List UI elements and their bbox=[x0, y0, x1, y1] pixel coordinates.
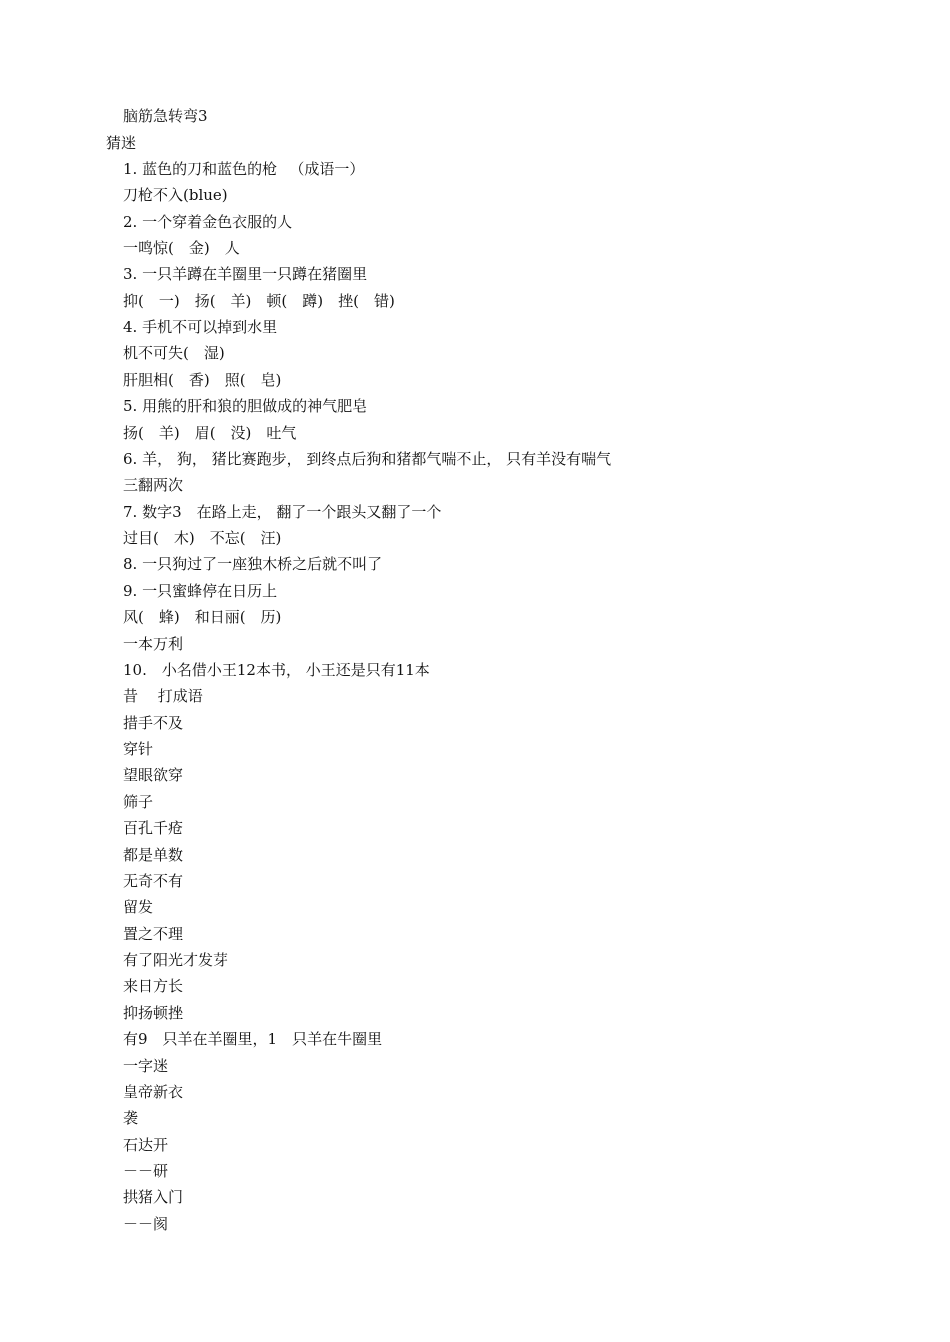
riddle-line: 10. 小名借小王12本书， 小王还是只有11本 bbox=[123, 661, 430, 679]
riddle-line: 昔 打成语 bbox=[123, 687, 203, 705]
answer-line: 三翻两次 bbox=[123, 476, 184, 494]
riddle-line: 一字迷 bbox=[123, 1057, 169, 1075]
answer-line: 刀枪不入(blue) bbox=[123, 186, 228, 204]
riddle-line: 筛子 bbox=[123, 793, 154, 811]
riddle-line: 7. 数字3 在路上走， 翻了一个跟头又翻了一个 bbox=[123, 503, 442, 521]
riddle-line: 有9 只羊在羊圈里，1 只羊在牛圈里 bbox=[123, 1030, 383, 1048]
answer-line: 过目( 木) 不忘( 汪) bbox=[123, 529, 282, 547]
answer-line: 措手不及 bbox=[123, 714, 184, 732]
riddle-line: 都是单数 bbox=[123, 846, 184, 864]
riddle-line: 6. 羊， 狗， 猪比赛跑步， 到终点后狗和猪都气喘不止， 只有羊没有喘气 bbox=[123, 450, 612, 468]
riddle-line: 留发 bbox=[123, 898, 154, 916]
answer-line: 扬( 羊) 眉( 没) 吐气 bbox=[123, 424, 297, 442]
answer-line: 百孔千疮 bbox=[123, 819, 184, 837]
answer-line: 望眼欲穿 bbox=[123, 766, 184, 784]
document-title: 脑筋急转弯3 bbox=[123, 107, 208, 125]
answer-line: 抑( 一) 扬( 羊) 顿( 蹲) 挫( 错) bbox=[123, 292, 395, 310]
answer-line: 一本万利 bbox=[123, 635, 184, 653]
riddle-line: 4. 手机不可以掉到水里 bbox=[123, 318, 278, 336]
answer-line: 机不可失( 湿) bbox=[123, 344, 225, 362]
section-heading: 猜迷 bbox=[106, 134, 137, 152]
riddle-line: 皇帝新衣 bbox=[123, 1083, 184, 1101]
answer-line: －－阂 bbox=[123, 1215, 169, 1233]
riddle-line: 5. 用熊的肝和狼的胆做成的神气肥皂 bbox=[123, 397, 368, 415]
answer-line: －－研 bbox=[123, 1162, 169, 1180]
riddle-line: 有了阳光才发芽 bbox=[123, 951, 229, 969]
answer-line: 袭 bbox=[123, 1109, 139, 1127]
answer-line: 肝胆相( 香) 照( 皂) bbox=[123, 371, 282, 389]
answer-line: 无奇不有 bbox=[123, 872, 184, 890]
answer-line: 置之不理 bbox=[123, 925, 184, 943]
riddle-line: 拱猪入门 bbox=[123, 1188, 184, 1206]
answer-line: 抑扬顿挫 bbox=[123, 1004, 184, 1022]
answer-line: 一鸣惊( 金) 人 bbox=[123, 239, 240, 257]
riddle-line: 1. 蓝色的刀和蓝色的枪 （成语一） bbox=[123, 160, 365, 178]
riddle-line: 8. 一只狗过了一座独木桥之后就不叫了 bbox=[123, 555, 383, 573]
riddle-line: 穿针 bbox=[123, 740, 154, 758]
riddle-line: 石达开 bbox=[123, 1136, 169, 1154]
answer-line: 风( 蜂) 和日丽( 历) bbox=[123, 608, 282, 626]
answer-line: 来日方长 bbox=[123, 977, 184, 995]
riddle-line: 2. 一个穿着金色衣服的人 bbox=[123, 213, 293, 231]
riddle-line: 9. 一只蜜蜂停在日历上 bbox=[123, 582, 278, 600]
riddle-line: 3. 一只羊蹲在羊圈里一只蹲在猪圈里 bbox=[123, 265, 368, 283]
